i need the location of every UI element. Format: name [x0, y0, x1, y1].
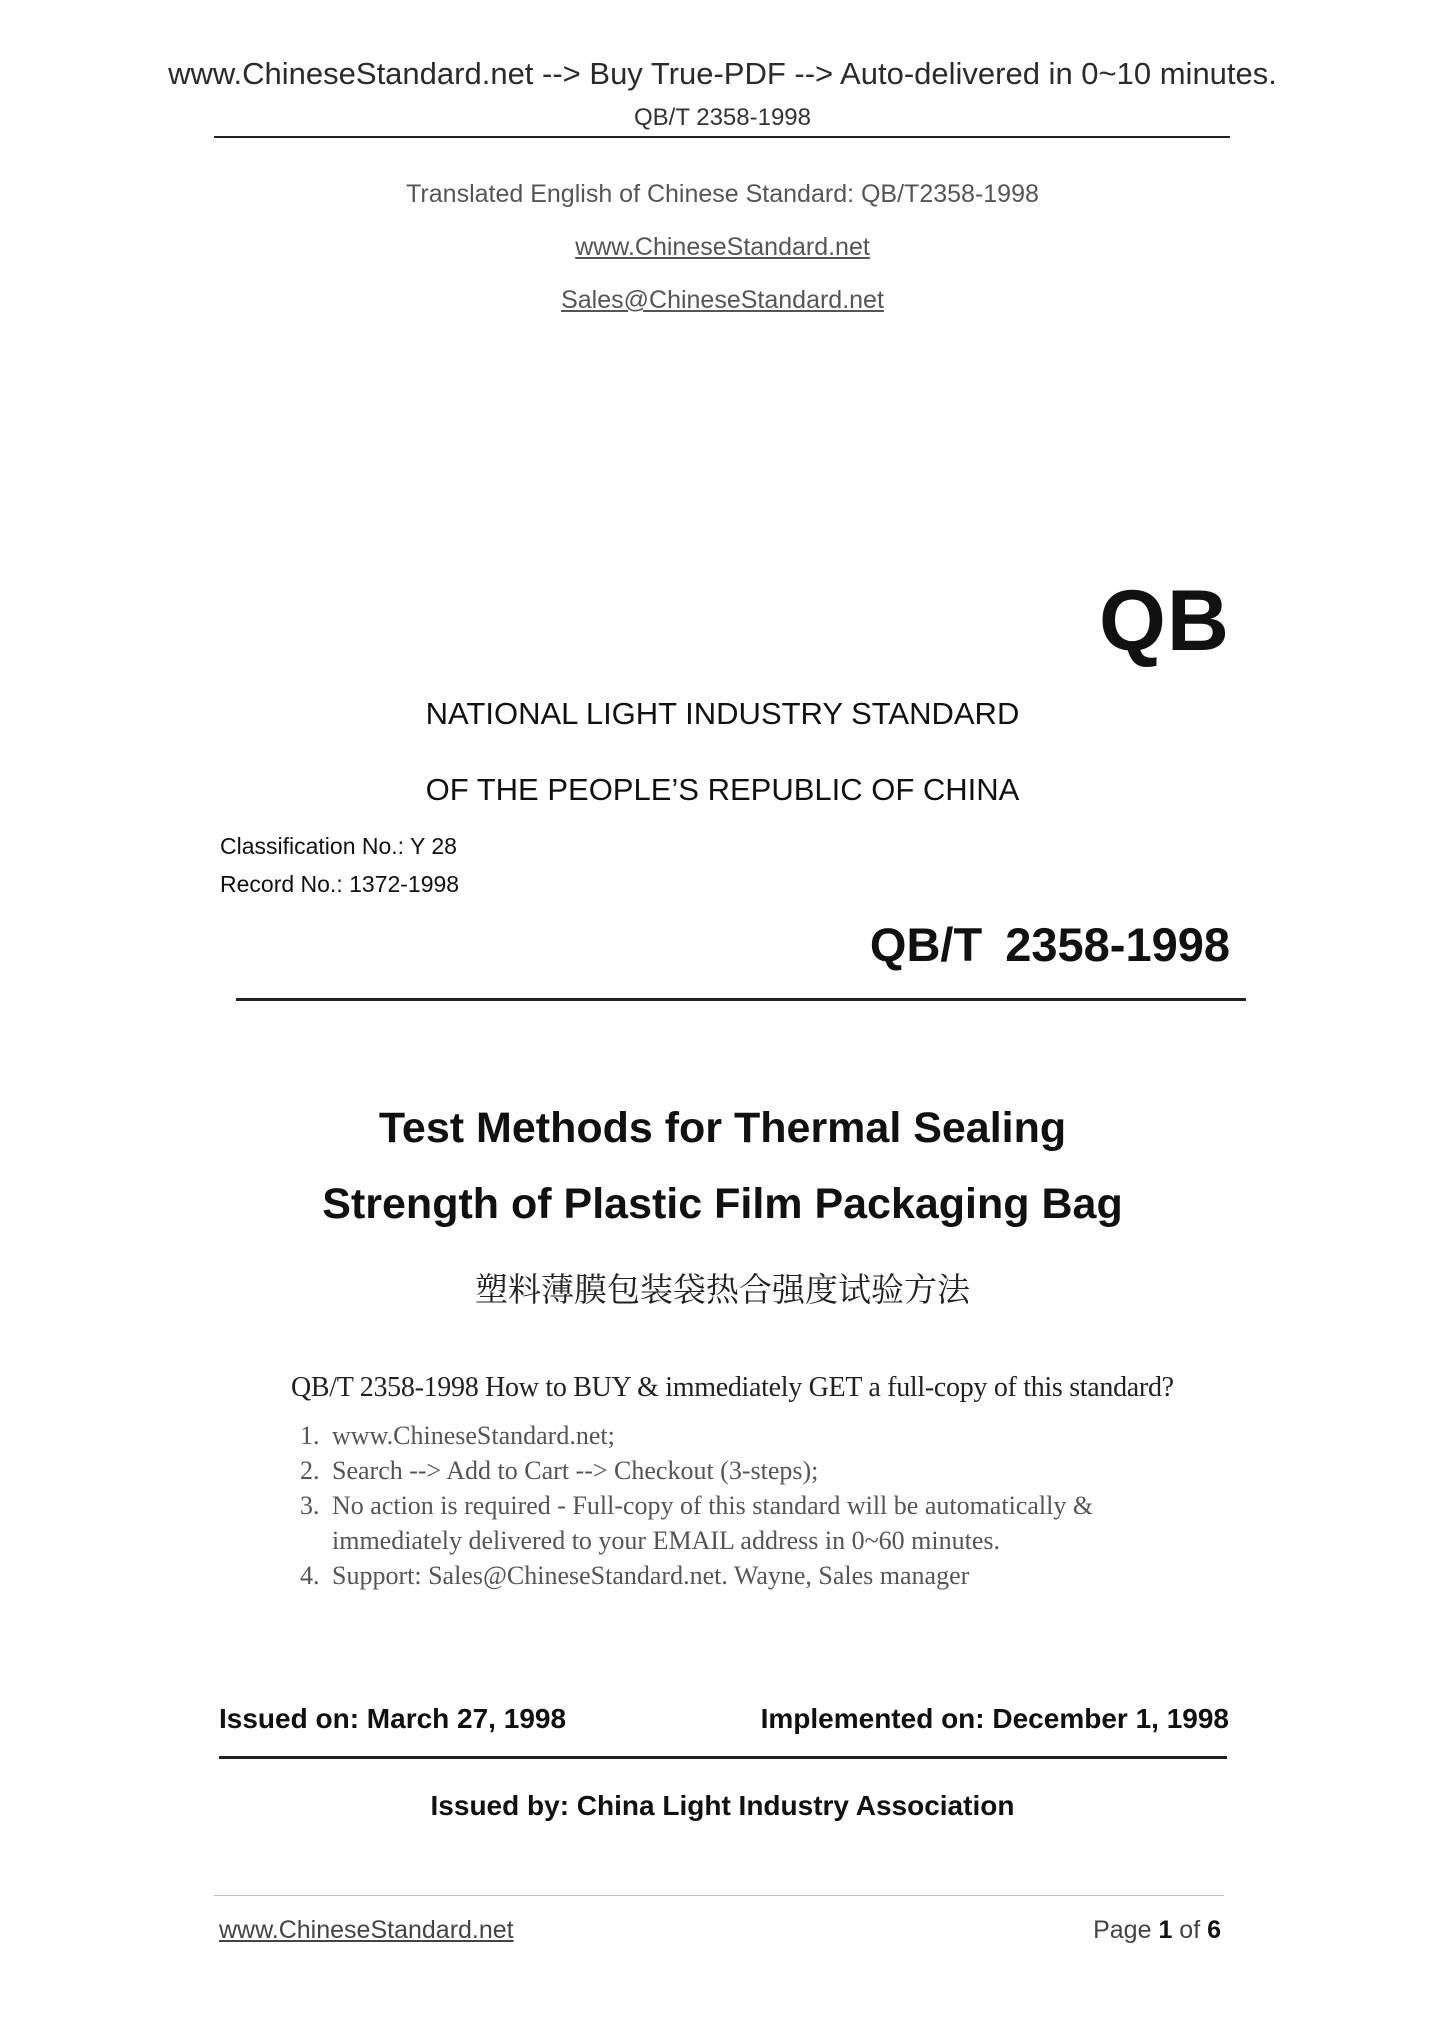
buy-heading: QB/T 2358-1998 How to BUY & immediately GET a full-copy of this standard? [291, 1372, 1174, 1403]
buy-step [300, 1488, 1093, 1523]
chinese-title: 塑料薄膜包装袋热合强度试验方法 [475, 1270, 970, 1309]
buy-step-number: 1. [300, 1421, 320, 1450]
buy-step-continuation [300, 1523, 1093, 1558]
issue-divider [219, 1756, 1227, 1759]
current-page: 1 [1158, 1916, 1173, 1944]
classification-no: Classification No.: Y 28 [220, 833, 457, 859]
total-pages: 6 [1207, 1916, 1221, 1944]
standard-line-1: NATIONAL LIGHT INDUSTRY STANDARD [425, 696, 1020, 731]
code-divider [236, 998, 1246, 1001]
title-line-1: Test Methods for Thermal Sealing [378, 1104, 1067, 1152]
buy-step [300, 1558, 1093, 1593]
footer-divider [214, 1895, 1224, 1896]
page-number: Page 1 of 6 [1093, 1916, 1221, 1944]
header-standard-code: QB/T 2358-1998 [633, 104, 811, 131]
buy-step-number: 2. [300, 1456, 320, 1485]
header-divider [214, 136, 1230, 138]
buy-step-number: 4. [300, 1561, 320, 1590]
website-link[interactable]: www.ChineseStandard.net [575, 233, 870, 261]
standard-line-2: OF THE PEOPLE’S REPUBLIC OF CHINA [425, 772, 1020, 807]
buy-step-text: Support: Sales@ChineseStandard.net. Wayne, Sales manager [332, 1561, 970, 1590]
issued-on: Issued on: March 27, 1998 [219, 1703, 567, 1734]
buy-step-text: immediately delivered to your EMAIL address in 0~60 minutes. [332, 1526, 1001, 1555]
implemented-on: Implemented on: December 1, 1998 [760, 1703, 1229, 1734]
record-no: Record No.: 1372-1998 [220, 871, 460, 897]
buy-step-number: 3. [300, 1491, 320, 1520]
translated-note: Translated English of Chinese Standard: QB/T2358-1998 [406, 180, 1039, 208]
buy-step [300, 1418, 1093, 1453]
buy-step-text: No action is required - Full-copy of this standard will be automatically & [332, 1491, 1094, 1520]
standard-code: QB/T 2358-1998 [869, 918, 1230, 971]
title-line-2: Strength of Plastic Film Packaging Bag [322, 1180, 1123, 1228]
footer-website-link[interactable]: www.ChineseStandard.net [219, 1916, 514, 1944]
buy-step [300, 1453, 1093, 1488]
issued-by: Issued by: China Light Industry Association [430, 1790, 1015, 1821]
buy-step-text: Search --> Add to Cart --> Checkout (3-steps); [332, 1456, 819, 1485]
email-link[interactable]: Sales@ChineseStandard.net [561, 286, 884, 314]
top-banner: www.ChineseStandard.net --> Buy True-PDF --> Auto-delivered in 0~10 minutes. [168, 56, 1277, 91]
qb-mark: QB [1099, 573, 1230, 669]
buy-steps-list [300, 1418, 1093, 1593]
buy-step-text: www.ChineseStandard.net; [332, 1421, 615, 1450]
